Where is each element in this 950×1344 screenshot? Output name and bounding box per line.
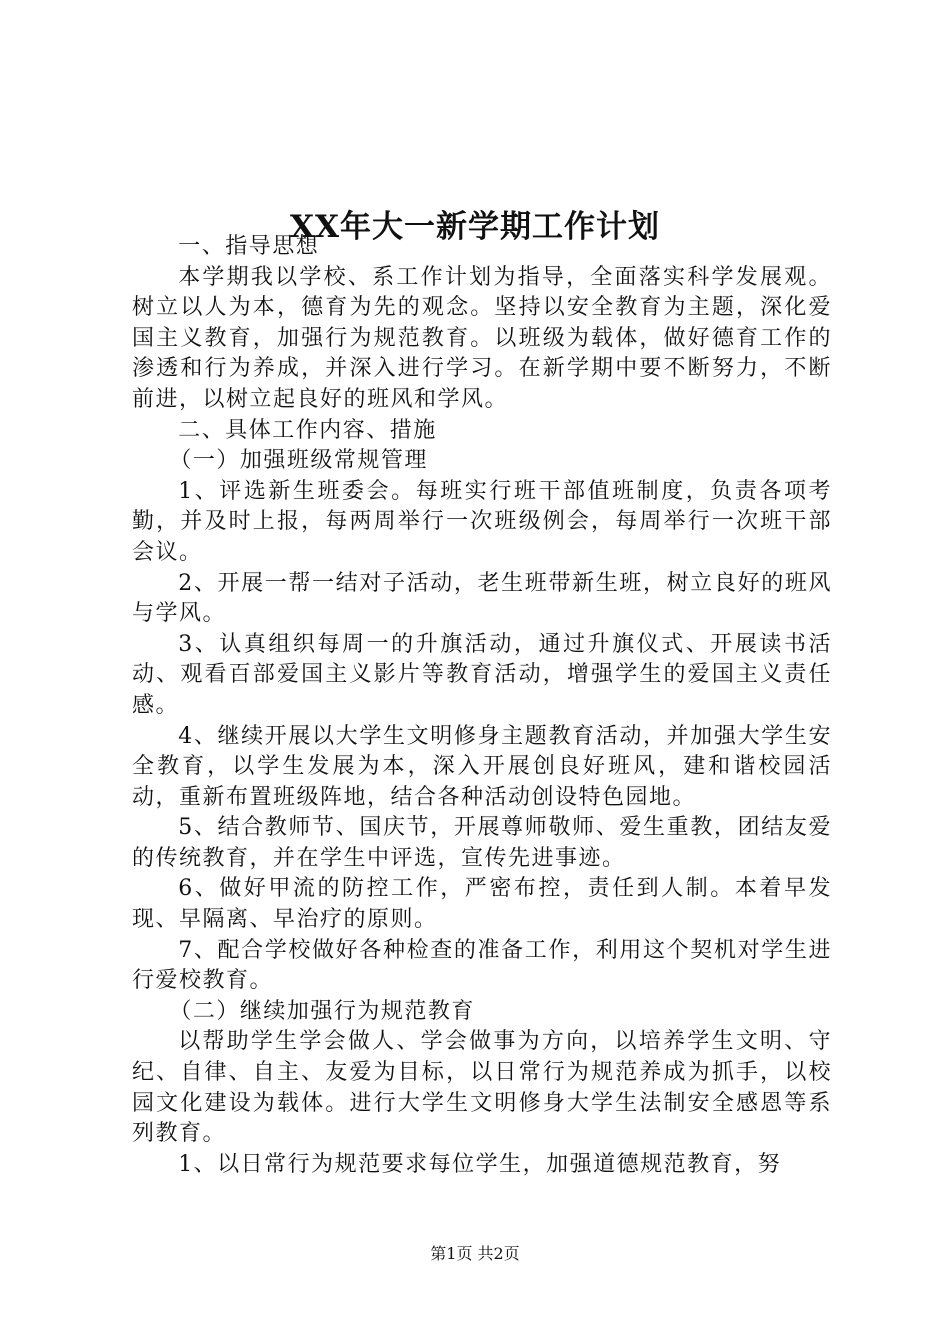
subsection-heading: （一）加强班级常规管理: [169, 448, 428, 474]
section-heading: 一、指导思想: [178, 234, 320, 259]
list-item: 7、配合学校做好各种检查的准备工作，利用这个契机对学生进行爱校教育。: [132, 937, 832, 994]
section-heading: 二、具体工作内容、措施: [178, 417, 437, 443]
subsection-heading: （二）继续加强行为规范教育: [169, 998, 475, 1024]
page-footer: 第1页 共2页: [430, 1244, 520, 1263]
document-title: XX年大一新学期工作计划: [289, 208, 661, 245]
list-item: 5、结合教师节、国庆节，开展尊师敬师、爱生重教，团结友爱的传统教育，并在学生中评选，宣传先进事迹。: [132, 815, 832, 871]
document-body: [132, 232, 832, 1180]
paragraph: 本学期我以学校、系工作计划为指导，全面落实科学发展观。树立以人为本，德育为先的观念。坚持以安全教育为主题，深化爱国主义教育，加强行为规范教育。以班级为载体，做好德育工作的渗透和行为养成，并深入进行学习。在新学期中要不断努力，不断前进，以树立起良好的班风和学风。: [132, 264, 832, 412]
list-item: 1、以日常行为规范要求每位学生，加强道德规范教育，努: [178, 1151, 782, 1177]
list-item: 2、开展一帮一结对子活动，老生班带新生班，树立良好的班风与学风。: [132, 570, 832, 627]
list-item: 3、认真组织每周一的升旗活动，通过升旗仪式、开展读书活动、观看百部爱国主义影片等教育活动，增强学生的爱国主义责任感。: [132, 631, 832, 718]
list-item: 4、继续开展以大学生文明修身主题教育活动，并加强大学生安全教育，以学生发展为本，深入开展创良好班风，建和谐校园活动，重新布置班级阵地，结合各种活动创设特色园地。: [132, 723, 832, 810]
list-item: 6、做好甲流的防控工作，严密布控，责任到人制。本着早发现、早隔离、早治疗的原则。: [132, 876, 832, 933]
list-item: 1、评选新生班委会。每班实行班干部值班制度，负责各项考勤，并及时上报，每两周举行一次班级例会，每周举行一次班干部会议。: [132, 478, 832, 565]
paragraph: 以帮助学生学会做人、学会做事为方向，以培养学生文明、守纪、自律、自主、友爱为目标，以日常行为规范养成为抓手，以校园文化建设为载体。进行大学生文明修身大学生法制安全感恩等系列教育。: [132, 1029, 832, 1147]
